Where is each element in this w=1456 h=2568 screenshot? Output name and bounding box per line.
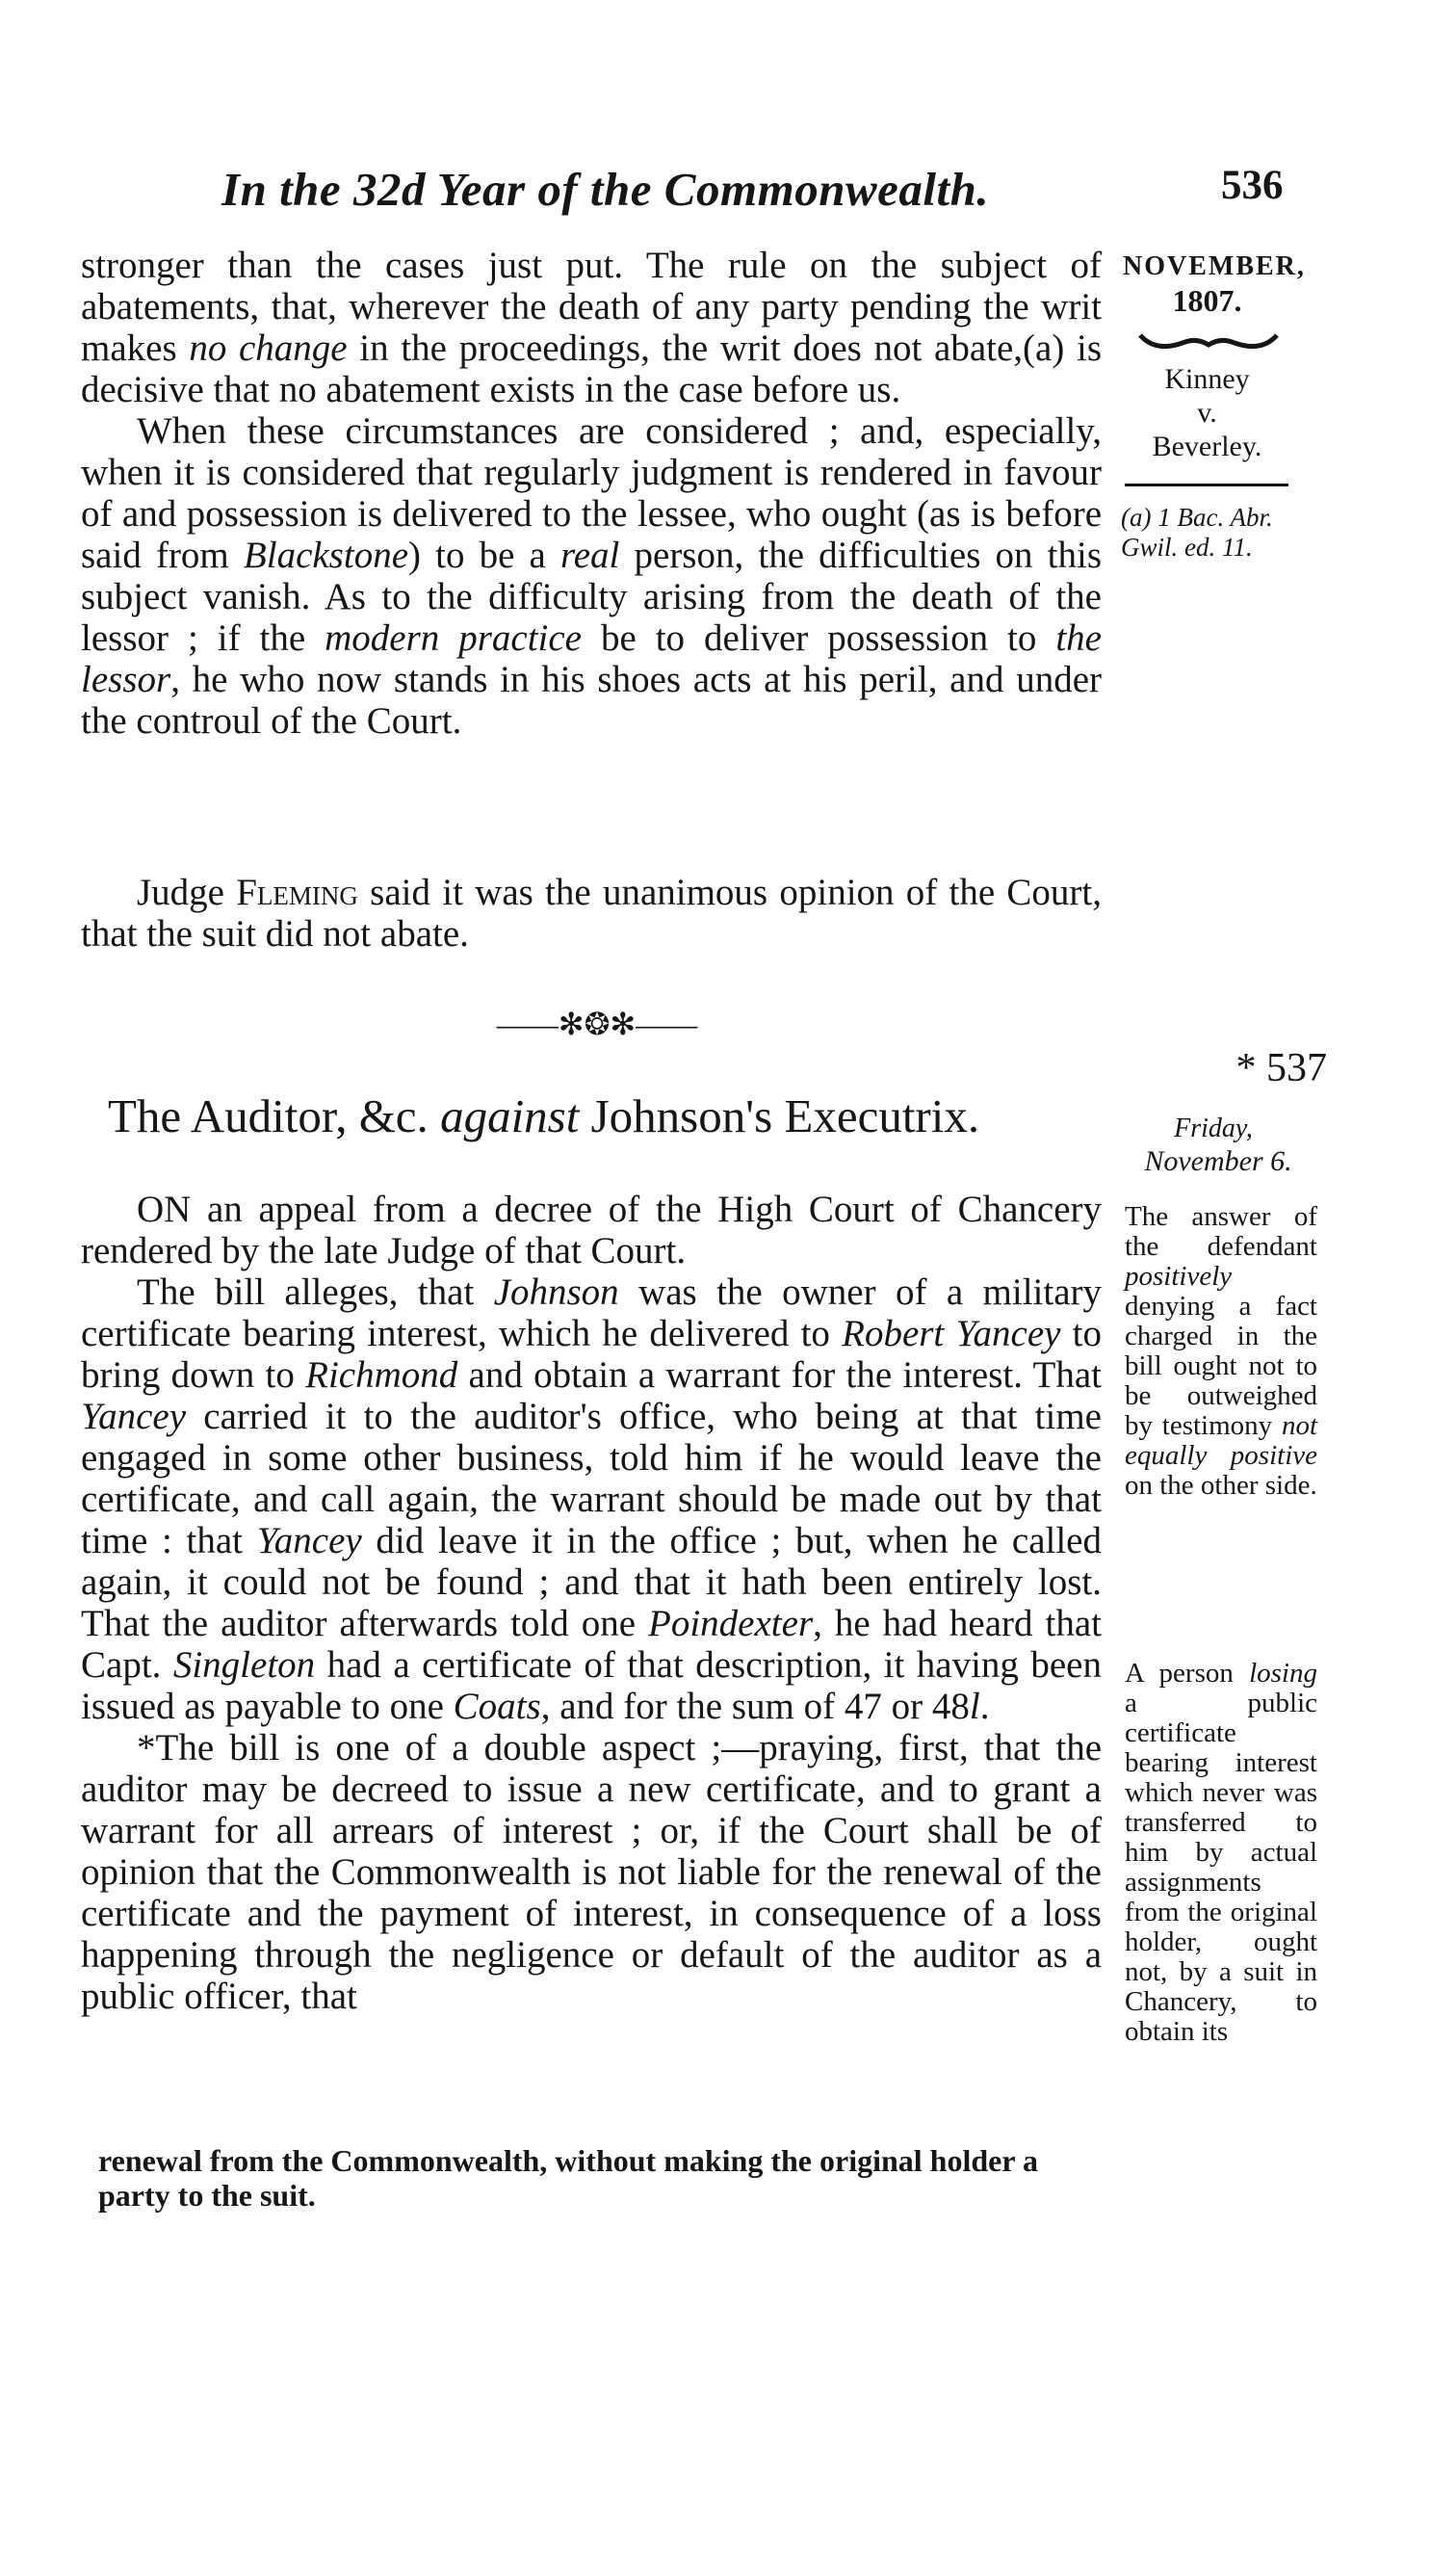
opening-paragraph-1: stronger than the cases just put. The rule on the subject of abatements, that, wherever the death of any party pending the writ makes no change in the proceedings, the writ does not abate,(a) is decisive that no abatement exists in the case before us.: [81, 245, 1103, 410]
running-title-prefix: In the: [221, 163, 353, 216]
opening-paragraph-3: Judge Fleming said it was the unanimous opinion of the Court, that the suit did not abate.: [81, 872, 1102, 955]
ornament-divider: ——✻❂✻——: [496, 1007, 698, 1041]
margin-brace-ornament: [1136, 328, 1281, 356]
margin-case-v: v.: [1197, 397, 1217, 429]
margin-year: 1807.: [1172, 283, 1242, 318]
margin-month: NOVEMBER,: [1123, 251, 1306, 281]
case-title-against: against: [440, 1089, 580, 1142]
court-opinion: [81, 872, 1102, 955]
footnote-a: (a) 1 Bac. Abr. Gwil. ed. 11.: [1121, 503, 1273, 562]
case-date-month: November 6.: [1144, 1145, 1292, 1177]
case-title: The Auditor, &c. against Johnson's Executrix.: [108, 1089, 980, 1142]
body-paragraph-1: ON an appeal from a decree of the High Court of Chancery rendered by the late Judge of that Court.: [81, 1189, 1102, 1271]
judge-name: Fleming: [236, 872, 358, 913]
sidenote-answer: The answer of the defendant positively denying a fact charged in the bill ought not to be outweighed by testimony not equally positive on the other side.: [1125, 1201, 1317, 1501]
opening-paragraph-2: When these circumstances are considered ; and, especially, when it is considered that regularly judgment is rendered in favour of and possession is delivered to the lessee, who ought (as is before said from Blackstone) to be a real person, the difficulties on this subject vanish. As to the difficulty arising from the death of the lessor ; if the modern practice be to deliver possession to the lessor, he who now stands in his shoes acts at his peril, and under the controul of the Court.: [81, 410, 1102, 742]
sidenote-lost-certificate: A person losing a public certificate bearing interest which never was transferred to him by actual assignments from the original holder, ought not, by a suit in Chancery, to obtain its: [1125, 1658, 1317, 2047]
running-title-year: 32d: [352, 163, 426, 216]
body-paragraph-3: *The bill is one of a double aspect ;—praying, first, that the auditor may be decreed to issue a new certificate, and to grant a warrant for all arrears of interest ; or, if the Court shall be of opinion that the Commonwealth is not liable for the renewal of the certificate and the payment of interest, in consequence of a loss happening through the negligence or default of the auditor as a public officer, that: [81, 1727, 1102, 2017]
running-title-rest: Year of the Commonwealth.: [425, 163, 990, 216]
opening-text: [81, 245, 1102, 742]
body-paragraph-2: The bill alleges, that Johnson was the owner of a military certificate bearing interest, which he delivered to Robert Yancey to bring down to Richmond and obtain a warrant for the interest. That Yancey carried it to the auditor's office, who being at that time engaged in some other business, told him if he would leave the certificate, and call again, the warrant should be made out by that time : that Yancey did leave it in the office ; but, when he called again, it could not be found ; and that it hath been entirely lost. That the auditor afterwards told one Poindexter, he had heard that Capt. Singleton had a certificate of that description, it having been issued as payable to one Coats, and for the sum of 47 or 48l.: [81, 1271, 1103, 1727]
bottom-note: renewal from the Commonwealth, without making the original holder a party to the suit.: [98, 2143, 1038, 2213]
page-number: 536: [1221, 163, 1284, 208]
margin-rule: [1125, 484, 1288, 486]
margin-case-plaintiff: Kinney: [1164, 363, 1250, 395]
case-date-day: Friday,: [1174, 1114, 1253, 1143]
running-title: [221, 162, 989, 217]
margin-case-defendant: Beverley.: [1152, 431, 1262, 462]
star-page-marker: * 537: [1235, 1046, 1327, 1090]
case-body: [81, 1189, 1102, 2017]
